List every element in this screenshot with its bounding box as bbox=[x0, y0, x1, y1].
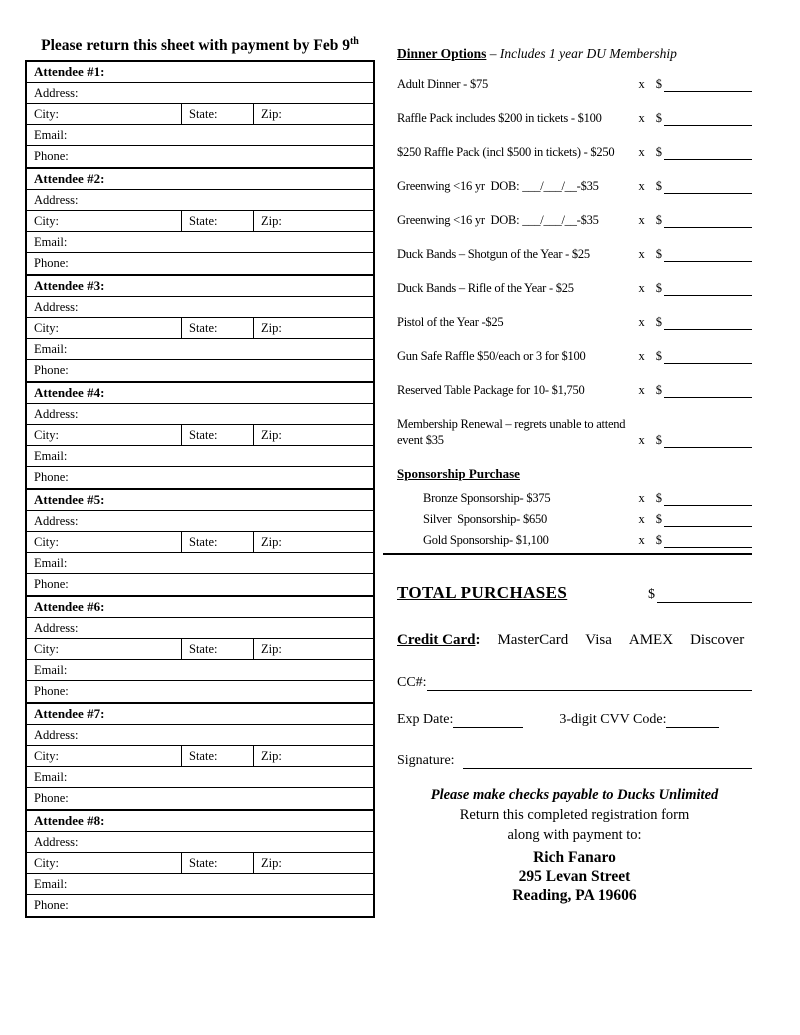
address-label: Address: bbox=[34, 728, 79, 743]
currency-sign: $ bbox=[655, 433, 662, 447]
amount-line[interactable] bbox=[664, 111, 752, 126]
card-brands bbox=[480, 632, 744, 648]
address-label: Address: bbox=[34, 407, 79, 422]
cc-number-row bbox=[397, 675, 752, 691]
phone-label: Phone: bbox=[34, 684, 69, 699]
credit-card-label: Credit Card bbox=[397, 632, 476, 648]
multiplier-x: x bbox=[638, 512, 645, 526]
dinner-option-8 bbox=[397, 314, 752, 330]
currency-sign: $ bbox=[655, 533, 662, 547]
total-purchases-label: TOTAL PURCHASES bbox=[397, 583, 568, 602]
dinner-options-heading bbox=[397, 46, 752, 62]
phone-label: Phone: bbox=[34, 791, 69, 806]
exp-cvv-row bbox=[397, 712, 752, 728]
attendee-5-header[interactable] bbox=[27, 490, 373, 511]
dinner-options-list bbox=[397, 76, 752, 448]
email-label: Email: bbox=[34, 342, 68, 357]
dinner-options-title: Dinner Options bbox=[397, 46, 487, 61]
cc-number-label: CC#: bbox=[397, 675, 427, 690]
attendee-block bbox=[27, 595, 373, 702]
email-label: Email: bbox=[34, 877, 68, 892]
city-label: City: bbox=[34, 321, 60, 336]
multiplier-x: x bbox=[638, 111, 645, 125]
address-label: Address: bbox=[34, 621, 79, 636]
state-label: State: bbox=[189, 107, 218, 122]
attendee-7-address-field[interactable] bbox=[27, 725, 373, 746]
attendee-5-zip-field[interactable] bbox=[254, 532, 373, 552]
dinner-option-3-label: $250 Raffle Pack (incl $500 in tickets) - $250 bbox=[397, 145, 615, 159]
brand-mastercard: MasterCard bbox=[497, 632, 569, 648]
multiplier-x: x bbox=[638, 349, 645, 363]
multiplier-x: x bbox=[638, 383, 645, 397]
dinner-option-9 bbox=[397, 348, 752, 364]
currency-sign: $ bbox=[655, 349, 662, 363]
total-currency-sign: $ bbox=[648, 587, 655, 602]
amount-line[interactable] bbox=[664, 433, 752, 448]
attendee-3-zip-field[interactable] bbox=[254, 318, 373, 338]
city-label: City: bbox=[34, 107, 60, 122]
attendee-4-phone-field[interactable] bbox=[27, 467, 373, 488]
address-label: Address: bbox=[34, 193, 79, 208]
attendee-4-zip-field[interactable] bbox=[254, 425, 373, 445]
city-label: City: bbox=[34, 642, 60, 657]
checks-notice: Please make checks payable to Ducks Unlimited bbox=[430, 787, 719, 803]
attendee-6-header-label: Attendee #6: bbox=[34, 599, 105, 615]
attendee-1-email-field[interactable] bbox=[27, 125, 373, 146]
phone-label: Phone: bbox=[34, 470, 69, 485]
sponsorship-heading: Sponsorship Purchase bbox=[397, 466, 520, 481]
attendee-table bbox=[25, 60, 375, 918]
zip-label: Zip: bbox=[261, 749, 282, 764]
amount-line[interactable] bbox=[664, 77, 752, 92]
state-label: State: bbox=[189, 749, 218, 764]
recipient-city: Reading, PA 19606 bbox=[512, 887, 637, 904]
sponsorship-option-1 bbox=[397, 490, 752, 506]
zip-label: Zip: bbox=[261, 642, 282, 657]
order-section bbox=[397, 46, 752, 905]
state-label: State: bbox=[189, 535, 218, 550]
state-label: State: bbox=[189, 428, 218, 443]
dinner-option-7 bbox=[397, 280, 752, 296]
attendee-6-header[interactable] bbox=[27, 597, 373, 618]
attendee-7-phone-field[interactable] bbox=[27, 788, 373, 809]
attendee-3-header[interactable] bbox=[27, 276, 373, 297]
dinner-option-11 bbox=[397, 416, 752, 448]
total-amount-line[interactable] bbox=[657, 588, 752, 603]
attendee-7-email-field[interactable] bbox=[27, 767, 373, 788]
city-label: City: bbox=[34, 856, 60, 871]
city-label: City: bbox=[34, 428, 60, 443]
city-state-zip-row bbox=[27, 532, 373, 553]
attendee-7-header[interactable] bbox=[27, 704, 373, 725]
dinner-option-2-label: Raffle Pack includes $200 in tickets - $100 bbox=[397, 111, 602, 125]
email-label: Email: bbox=[34, 235, 68, 250]
sponsorship-list bbox=[397, 490, 752, 548]
multiplier-x: x bbox=[638, 247, 645, 261]
attendee-4-address-field[interactable] bbox=[27, 404, 373, 425]
zip-label: Zip: bbox=[261, 107, 282, 122]
dinner-option-10 bbox=[397, 382, 752, 398]
attendee-block bbox=[27, 167, 373, 274]
attendee-6-city-field[interactable] bbox=[27, 639, 182, 659]
attendee-8-city-field[interactable] bbox=[27, 853, 182, 873]
page-title-text: Please return this sheet with payment by Feb 9 bbox=[41, 37, 350, 55]
sponsorship-option-3-label: Gold Sponsorship- $1,100 bbox=[423, 533, 549, 547]
attendee-block bbox=[27, 702, 373, 809]
city-label: City: bbox=[34, 749, 60, 764]
attendee-6-address-field[interactable] bbox=[27, 618, 373, 639]
zip-label: Zip: bbox=[261, 535, 282, 550]
attendee-2-header[interactable] bbox=[27, 169, 373, 190]
dinner-option-5-label: Greenwing <16 yr DOB: ___/___/__-$35 bbox=[397, 213, 599, 227]
section-divider bbox=[383, 553, 752, 555]
attendee-4-city-field[interactable] bbox=[27, 425, 182, 445]
sponsorship-option-3 bbox=[397, 532, 752, 548]
attendee-3-email-field[interactable] bbox=[27, 339, 373, 360]
attendee-2-email-field[interactable] bbox=[27, 232, 373, 253]
recipient-street: 295 Levan Street bbox=[518, 868, 631, 885]
currency-sign: $ bbox=[655, 111, 662, 125]
state-label: State: bbox=[189, 856, 218, 871]
attendee-8-email-field[interactable] bbox=[27, 874, 373, 895]
brand-amex: AMEX bbox=[628, 632, 674, 648]
attendee-5-state-field[interactable] bbox=[182, 532, 254, 552]
amount-line[interactable] bbox=[664, 491, 752, 506]
cc-number-line[interactable] bbox=[427, 676, 752, 691]
currency-sign: $ bbox=[655, 491, 662, 505]
brand-visa: Visa bbox=[585, 632, 612, 648]
attendee-3-state-field[interactable] bbox=[182, 318, 254, 338]
dinner-option-1-label: Adult Dinner - $75 bbox=[397, 77, 488, 91]
currency-sign: $ bbox=[655, 77, 662, 91]
return-instruction-1: Return this completed registration form bbox=[459, 807, 690, 823]
dinner-option-11-label: Membership Renewal – regrets unable to attend event $35 bbox=[397, 417, 629, 447]
page-title bbox=[25, 36, 375, 55]
attendee-2-state-field[interactable] bbox=[182, 211, 254, 231]
attendee-2-zip-field[interactable] bbox=[254, 211, 373, 231]
attendee-8-state-field[interactable] bbox=[182, 853, 254, 873]
multiplier-x: x bbox=[638, 77, 645, 91]
state-label: State: bbox=[189, 214, 218, 229]
amount-line[interactable] bbox=[664, 349, 752, 364]
attendee-8-zip-field[interactable] bbox=[254, 853, 373, 873]
attendee-5-phone-field[interactable] bbox=[27, 574, 373, 595]
dinner-option-3 bbox=[397, 144, 752, 160]
amount-line[interactable] bbox=[664, 533, 752, 548]
state-label: State: bbox=[189, 642, 218, 657]
currency-sign: $ bbox=[655, 383, 662, 397]
attendee-6-phone-field[interactable] bbox=[27, 681, 373, 702]
attendee-1-state-field[interactable] bbox=[182, 104, 254, 124]
zip-label: Zip: bbox=[261, 428, 282, 443]
multiplier-x: x bbox=[638, 179, 645, 193]
signature-row bbox=[397, 753, 752, 769]
address-label: Address: bbox=[34, 835, 79, 850]
currency-sign: $ bbox=[655, 281, 662, 295]
attendee-1-city-field[interactable] bbox=[27, 104, 182, 124]
attendee-block bbox=[27, 274, 373, 381]
dinner-options-note: – Includes 1 year DU Membership bbox=[489, 46, 677, 61]
page-title-sup: th bbox=[349, 36, 359, 47]
amount-line[interactable] bbox=[664, 213, 752, 228]
attendee-6-zip-field[interactable] bbox=[254, 639, 373, 659]
currency-sign: $ bbox=[655, 213, 662, 227]
phone-label: Phone: bbox=[34, 363, 69, 378]
cvv-line[interactable] bbox=[666, 713, 719, 728]
address-label: Address: bbox=[34, 300, 79, 315]
multiplier-x: x bbox=[638, 315, 645, 329]
multiplier-x: x bbox=[638, 145, 645, 159]
attendee-block bbox=[27, 488, 373, 595]
attendee-1-address-field[interactable] bbox=[27, 83, 373, 104]
attendee-7-state-field[interactable] bbox=[182, 746, 254, 766]
attendee-3-phone-field[interactable] bbox=[27, 360, 373, 381]
amount-line[interactable] bbox=[664, 281, 752, 296]
sponsorship-option-2-label: Silver Sponsorship- $650 bbox=[423, 512, 547, 526]
attendee-5-city-field[interactable] bbox=[27, 532, 182, 552]
dinner-option-6-label: Duck Bands – Shotgun of the Year - $25 bbox=[397, 247, 590, 261]
city-state-zip-row bbox=[27, 211, 373, 232]
address-label: Address: bbox=[34, 514, 79, 529]
phone-label: Phone: bbox=[34, 256, 69, 271]
attendee-4-header[interactable] bbox=[27, 383, 373, 404]
amount-line[interactable] bbox=[664, 179, 752, 194]
recipient-name: Rich Fanaro bbox=[533, 849, 616, 866]
dinner-option-8-label: Pistol of the Year -$25 bbox=[397, 315, 504, 329]
cvv-label: 3-digit CVV Code: bbox=[559, 712, 667, 727]
return-instruction-2: along with payment to: bbox=[507, 827, 642, 843]
attendee-4-state-field[interactable] bbox=[182, 425, 254, 445]
dinner-option-2 bbox=[397, 110, 752, 126]
currency-sign: $ bbox=[655, 512, 662, 526]
currency-sign: $ bbox=[655, 315, 662, 329]
attendee-7-zip-field[interactable] bbox=[254, 746, 373, 766]
currency-sign: $ bbox=[655, 145, 662, 159]
attendee-8-header-label: Attendee #8: bbox=[34, 813, 105, 829]
attendee-section bbox=[25, 36, 375, 918]
attendee-block bbox=[27, 809, 373, 916]
amount-line[interactable] bbox=[664, 315, 752, 330]
city-state-zip-row bbox=[27, 425, 373, 446]
multiplier-x: x bbox=[638, 533, 645, 547]
attendee-3-header-label: Attendee #3: bbox=[34, 278, 105, 294]
currency-sign: $ bbox=[655, 247, 662, 261]
attendee-4-header-label: Attendee #4: bbox=[34, 385, 105, 401]
city-state-zip-row bbox=[27, 853, 373, 874]
state-label: State: bbox=[189, 321, 218, 336]
attendee-1-zip-field[interactable] bbox=[254, 104, 373, 124]
multiplier-x: x bbox=[638, 491, 645, 505]
dinner-option-7-label: Duck Bands – Rifle of the Year - $25 bbox=[397, 281, 574, 295]
attendee-4-email-field[interactable] bbox=[27, 446, 373, 467]
city-state-zip-row bbox=[27, 318, 373, 339]
address-label: Address: bbox=[34, 86, 79, 101]
brand-discover: Discover bbox=[690, 632, 745, 648]
email-label: Email: bbox=[34, 770, 68, 785]
attendee-6-state-field[interactable] bbox=[182, 639, 254, 659]
amount-line[interactable] bbox=[664, 145, 752, 160]
attendee-3-address-field[interactable] bbox=[27, 297, 373, 318]
attendee-1-header-label: Attendee #1: bbox=[34, 64, 105, 80]
dinner-option-9-label: Gun Safe Raffle $50/each or 3 for $100 bbox=[397, 349, 586, 363]
signature-label: Signature: bbox=[397, 753, 455, 768]
credit-card-heading-row bbox=[397, 632, 752, 649]
attendee-block bbox=[27, 381, 373, 488]
multiplier-x: x bbox=[638, 433, 645, 447]
phone-label: Phone: bbox=[34, 149, 69, 164]
zip-label: Zip: bbox=[261, 321, 282, 336]
phone-label: Phone: bbox=[34, 577, 69, 592]
city-label: City: bbox=[34, 214, 60, 229]
email-label: Email: bbox=[34, 556, 68, 571]
sponsorship-option-1-label: Bronze Sponsorship- $375 bbox=[423, 491, 551, 505]
email-label: Email: bbox=[34, 128, 68, 143]
dinner-option-4-label: Greenwing <16 yr DOB: ___/___/__-$35 bbox=[397, 179, 599, 193]
city-state-zip-row bbox=[27, 746, 373, 767]
attendee-5-email-field[interactable] bbox=[27, 553, 373, 574]
currency-sign: $ bbox=[655, 179, 662, 193]
attendee-5-header-label: Attendee #5: bbox=[34, 492, 105, 508]
amount-line[interactable] bbox=[664, 512, 752, 527]
city-state-zip-row bbox=[27, 639, 373, 660]
attendee-1-phone-field[interactable] bbox=[27, 146, 373, 167]
total-purchases-row bbox=[397, 583, 752, 603]
attendee-5-address-field[interactable] bbox=[27, 511, 373, 532]
attendee-8-phone-field[interactable] bbox=[27, 895, 373, 916]
multiplier-x: x bbox=[638, 281, 645, 295]
attendee-3-city-field[interactable] bbox=[27, 318, 182, 338]
attendee-8-header[interactable] bbox=[27, 811, 373, 832]
dinner-option-1 bbox=[397, 76, 752, 92]
dinner-option-4 bbox=[397, 178, 752, 194]
sponsorship-option-2 bbox=[397, 511, 752, 527]
attendee-2-city-field[interactable] bbox=[27, 211, 182, 231]
attendee-2-address-field[interactable] bbox=[27, 190, 373, 211]
exp-date-line[interactable] bbox=[453, 713, 523, 728]
attendee-6-email-field[interactable] bbox=[27, 660, 373, 681]
dinner-option-6 bbox=[397, 246, 752, 262]
amount-line[interactable] bbox=[664, 247, 752, 262]
city-label: City: bbox=[34, 535, 60, 550]
attendee-1-header[interactable] bbox=[27, 62, 373, 83]
attendee-block bbox=[27, 62, 373, 167]
amount-line[interactable] bbox=[664, 383, 752, 398]
email-label: Email: bbox=[34, 663, 68, 678]
zip-label: Zip: bbox=[261, 856, 282, 871]
email-label: Email: bbox=[34, 449, 68, 464]
dinner-option-10-label: Reserved Table Package for 10- $1,750 bbox=[397, 383, 585, 397]
exp-date-label: Exp Date: bbox=[397, 712, 454, 727]
attendee-8-address-field[interactable] bbox=[27, 832, 373, 853]
zip-label: Zip: bbox=[261, 214, 282, 229]
dinner-option-5 bbox=[397, 212, 752, 228]
footer bbox=[397, 787, 752, 905]
attendee-7-city-field[interactable] bbox=[27, 746, 182, 766]
attendee-2-phone-field[interactable] bbox=[27, 253, 373, 274]
attendee-2-header-label: Attendee #2: bbox=[34, 171, 105, 187]
multiplier-x: x bbox=[638, 213, 645, 227]
credit-card-colon: : bbox=[475, 632, 481, 648]
phone-label: Phone: bbox=[34, 898, 69, 913]
city-state-zip-row bbox=[27, 104, 373, 125]
attendee-7-header-label: Attendee #7: bbox=[34, 706, 105, 722]
signature-line[interactable] bbox=[463, 754, 752, 769]
